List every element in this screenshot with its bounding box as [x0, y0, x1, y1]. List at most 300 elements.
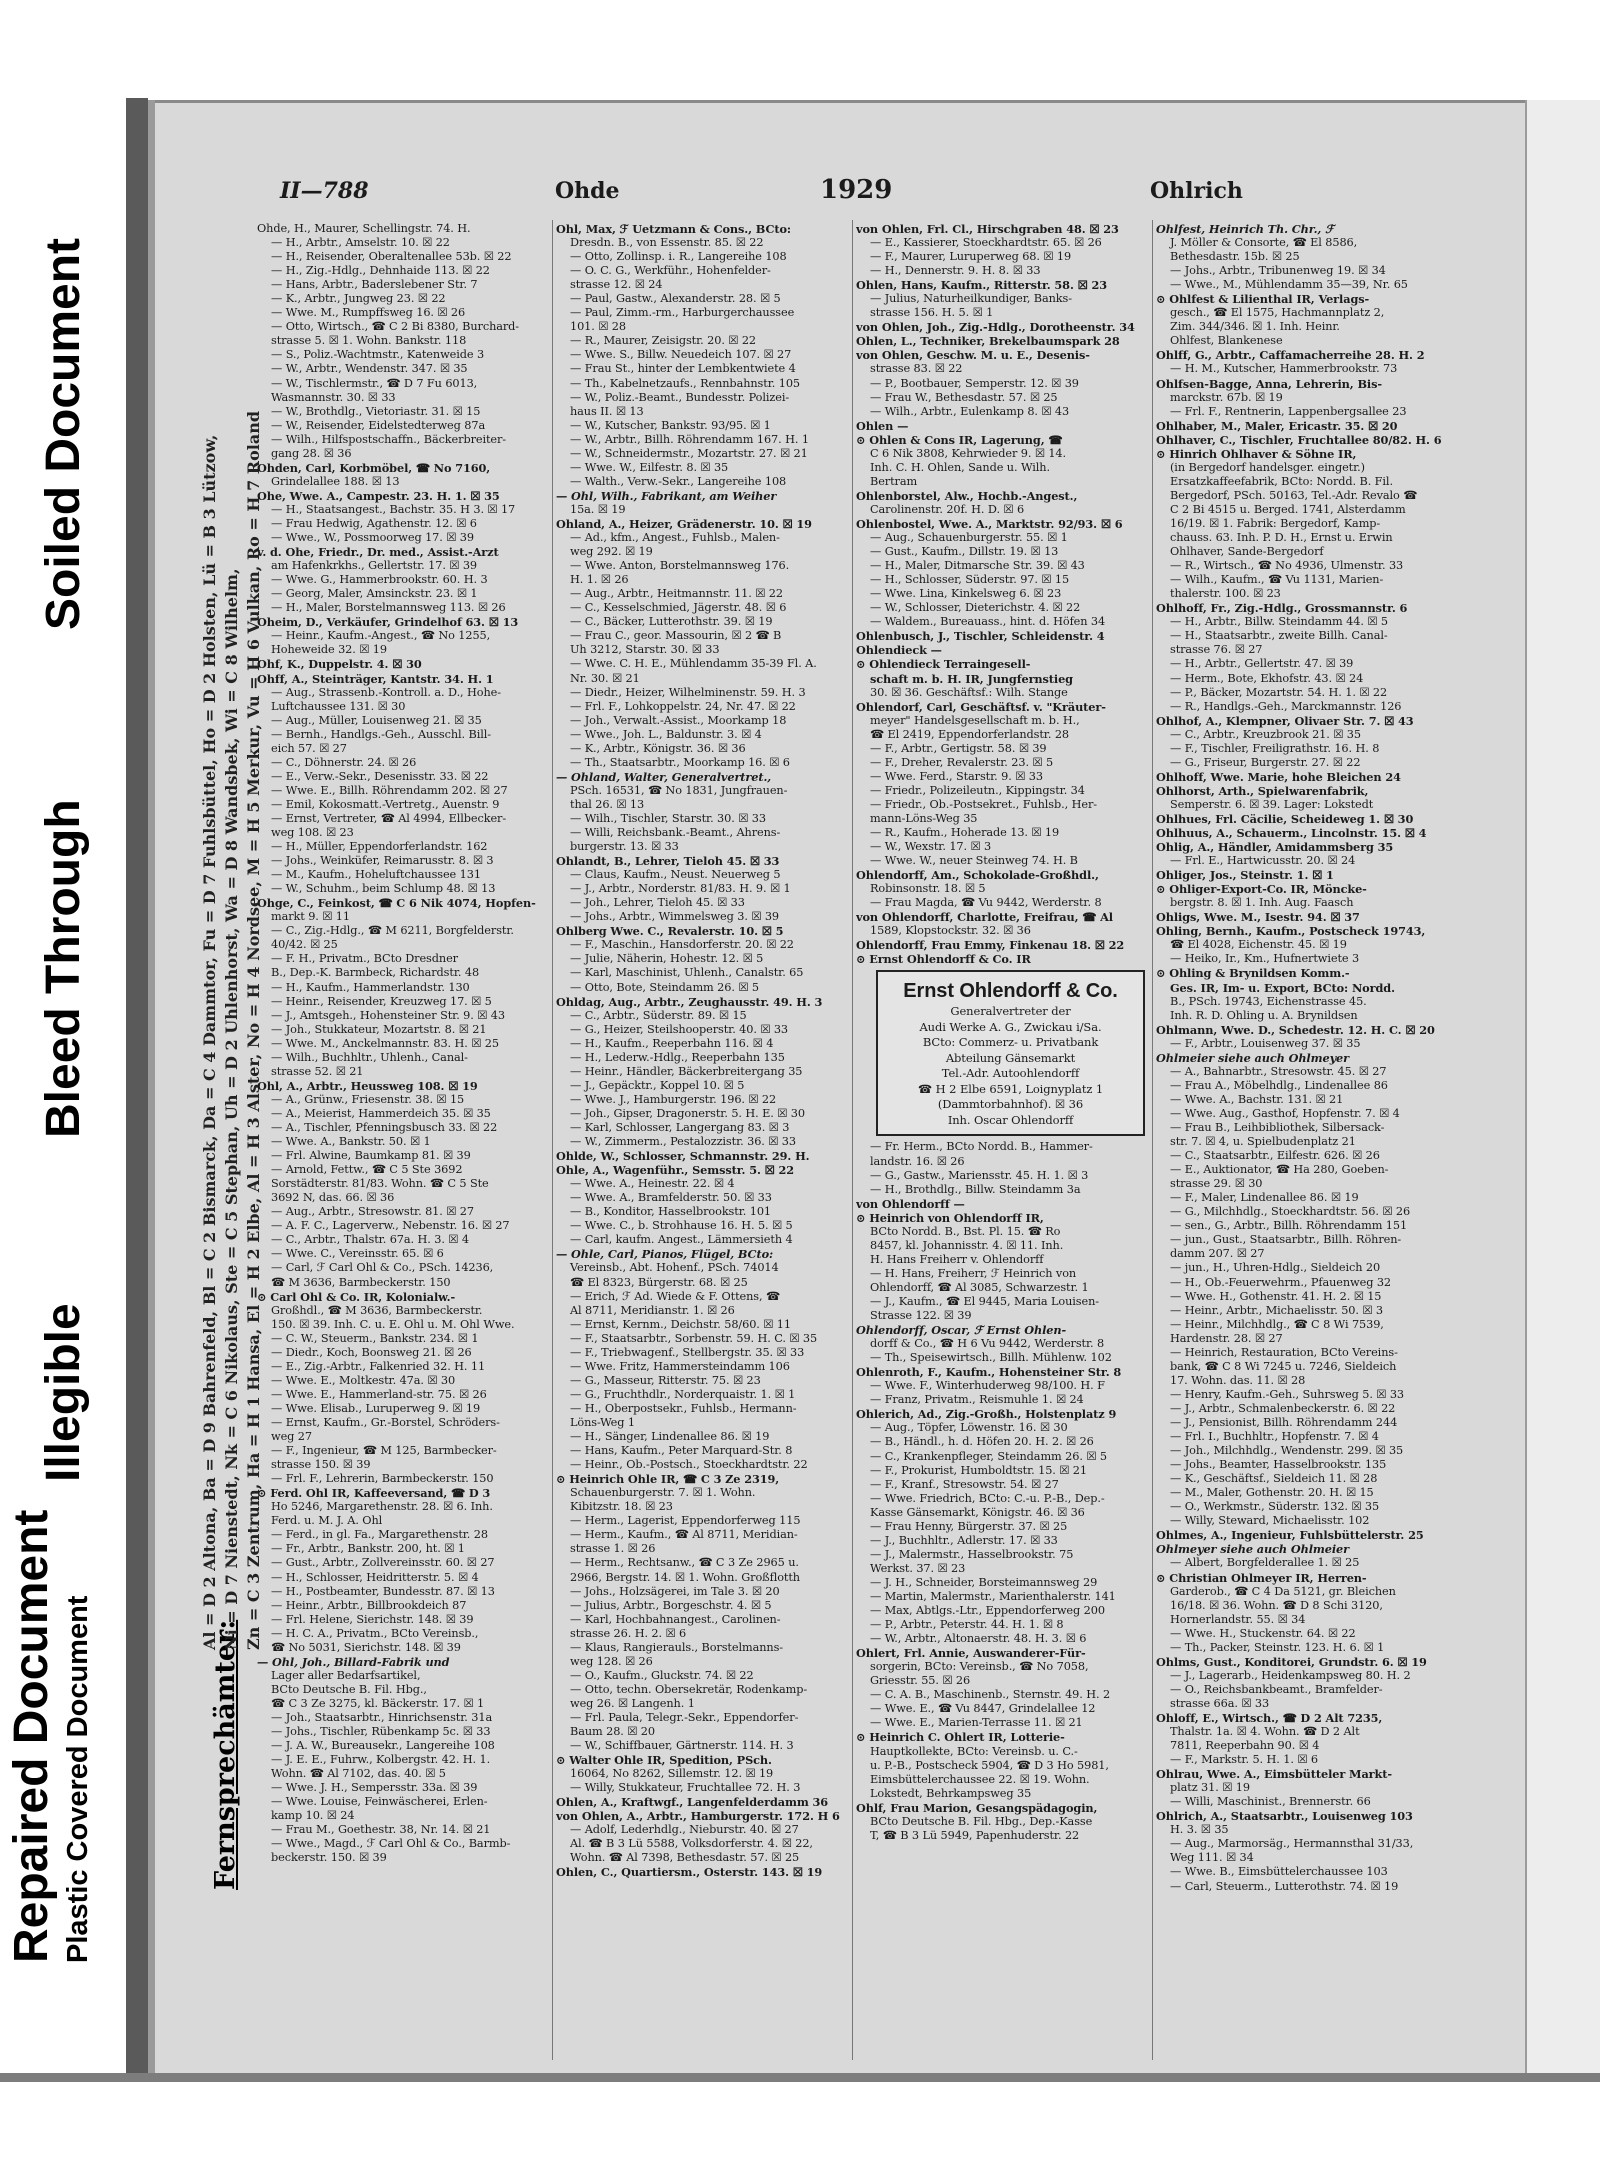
directory-entry-line: — Johs., Arbtr., Tribunenweg 19. ☒ 34 — [1170, 264, 1386, 278]
advertisement-line: Tel.-Adr. Autoohlendorff — [941, 1066, 1080, 1081]
directory-entry-heading: Ohlhues, Frl. Cäcilie, Scheideweg 1. ☒ 30 — [1156, 811, 1414, 826]
directory-entry-line: — Erich, ℱ Ad. Wiede & F. Ottens, ☎ — [570, 1289, 780, 1303]
directory-entry-line: strasse 29. ☒ 30 — [1170, 1177, 1263, 1191]
directory-entry-heading: Ohlmeier siehe auch Ohlmeyer — [1156, 1050, 1349, 1065]
directory-entry-heading: Ohlenborstel, Alw., Hochb.-Angest., — [856, 488, 1078, 503]
directory-entry-line: — Hans, Kaufm., Peter Marquard-Str. 8 — [570, 1444, 793, 1458]
directory-entry-line: 40/42. ☒ 25 — [271, 938, 338, 952]
directory-entry-line: — Wwe. W., Eilfestr. 8. ☒ 35 — [570, 460, 729, 474]
directory-entry-line: am Hafenkrkhs., Gellertstr. 17. ☒ 39 — [271, 559, 477, 573]
directory-entry-line: — Aug., Müller, Louisenweg 21. ☒ 35 — [271, 713, 482, 727]
directory-entry-heading: Ohlrau, Wwe. A., Eimsbütteler Markt- — [1156, 1767, 1392, 1782]
directory-entry-line: — Carl, Steuerm., Lutterothstr. 74. ☒ 19 — [1170, 1879, 1399, 1893]
directory-entry-line: — K., Arbtr., Jungweg 23. ☒ 22 — [271, 292, 446, 306]
directory-entry-line: weg 27 — [271, 1430, 312, 1444]
directory-entry-line: — W., Schlosser, Dieterichstr. 4. ☒ 22 — [870, 601, 1081, 615]
directory-entry-line: — Walth., Verw.-Sekr., Langereihe 108 — [570, 474, 787, 488]
directory-entry-line: — Franz, Privatm., Reismuhle 1. ☒ 24 — [870, 1393, 1084, 1407]
directory-entry-line: burgerstr. 13. ☒ 33 — [570, 840, 679, 854]
directory-entry-line: 2966, Bergstr. 14. ☒ 1. Wohn. Großflotth — [570, 1570, 800, 1584]
directory-entry-line: — P., Bootbauer, Semperstr. 12. ☒ 39 — [870, 376, 1079, 390]
directory-entry-heading: von Ohlendorff — — [856, 1196, 965, 1211]
directory-entry-line: ☎ C 3 Ze 3275, kl. Bäckerstr. 17. ☒ 1 — [271, 1696, 485, 1710]
directory-entry-line: — Ad., kfm., Angest., Fuhlsb., Malen- — [570, 531, 780, 545]
directory-entry-line: — Wwe. J. H., Sempersstr. 33a. ☒ 39 — [271, 1781, 478, 1795]
directory-entry-line: — F., Prokurist, Humboldtstr. 15. ☒ 21 — [870, 1463, 1087, 1477]
scan-bottom-margin — [0, 2082, 1600, 2177]
directory-entry-line: — M., Kaufm., Hoheluftchaussee 131 — [271, 868, 481, 882]
directory-entry-line: — Fr., Arbtr., Bankstr. 200, ht. ☒ 1 — [271, 1542, 465, 1556]
directory-entry-line: — Willy, Stukkateur, Fruchtallee 72. H. 3 — [570, 1781, 801, 1795]
directory-entry-line: — Wwe. E., Marien-Terrasse 11. ☒ 21 — [870, 1716, 1083, 1730]
directory-entry-line: C 2 Bi 4515 u. Berged. 1741, Alsterdamm — [1170, 502, 1406, 516]
directory-entry-line: — Frl. F., Rentnerin, Lappenbergsallee 23 — [1170, 404, 1407, 418]
directory-entry-line: — F., Dreher, Revalerstr. 23. ☒ 5 — [870, 755, 1054, 769]
directory-entry-line: Zim. 344/346. ☒ 1. Inh. Heinr. — [1170, 320, 1340, 334]
directory-entry-line: — W., Schneidermstr., Mozartstr. 27. ☒ 21 — [570, 446, 808, 460]
directory-entry-line: — C., Döhnerstr. 24. ☒ 26 — [271, 755, 417, 769]
directory-entry-line: Eimsbüttelerchaussee 22. ☒ 19. Wohn. — [870, 1772, 1090, 1786]
running-head-right: Ohlrich — [1150, 178, 1243, 204]
directory-entry-line: — H., Schlosser, Heidritterstr. 5. ☒ 4 — [271, 1570, 479, 1584]
page-number: II—788 — [280, 178, 369, 204]
directory-entry-heading: Ohlde, W., Schlosser, Schmannstr. 29. H. — [556, 1149, 810, 1164]
directory-entry-heading: Ohlberg Wwe. C., Revalerstr. 10. ☒ 5 — [556, 924, 784, 939]
directory-entry-line: — P., Arbtr., Peterstr. 44. H. 1. ☒ 8 — [870, 1618, 1064, 1632]
directory-entry-heading: Ohlf, Frau Marion, Gesangspädagogin, — [856, 1800, 1098, 1815]
directory-entry-line: — G., Fruchthdlr., Norderquaistr. 1. ☒ 1 — [570, 1387, 796, 1401]
directory-entry-line: — J., Amtsgeh., Hohensteiner Str. 9. ☒ 43 — [271, 1008, 505, 1022]
directory-entry-heading: Ohlff, G., Arbtr., Caffamacherreihe 28. H. 2 — [1156, 348, 1425, 363]
directory-entry-heading: Ohlenbusch, J., Tischler, Schleidenstr. 4 — [856, 629, 1105, 644]
directory-entry-line: Carolinenstr. 20f. H. D. ☒ 6 — [870, 502, 1025, 516]
directory-entry-line: — Frau St., hinter der Lembkentwiete 4 — [570, 362, 796, 376]
directory-entry-heading: — Ohland, Walter, Generalvertret., — [556, 769, 772, 784]
directory-entry-heading: Ohden, Carl, Korbmöbel, ☎ No 7160, — [257, 460, 491, 475]
directory-entry-line: strasse 150. ☒ 39 — [271, 1458, 371, 1472]
directory-entry-line: beckerstr. 150. ☒ 39 — [271, 1851, 387, 1865]
directory-entry-line: — Frl. I., Buchhltr., Hopfenstr. 7. ☒ 4 — [1170, 1430, 1379, 1444]
directory-entry-line: — Wwe. J., Hamburgerstr. 196. ☒ 22 — [570, 1092, 777, 1106]
directory-entry-line: — Wilh., Kaufm., ☎ Vu 1131, Marien- — [1170, 573, 1384, 587]
directory-entry-line: ☎ El 2419, Eppendorferlandstr. 28 — [870, 727, 1070, 741]
directory-entry-line: — Th., Packer, Steinstr. 123. H. 6. ☒ 1 — [1170, 1640, 1385, 1654]
directory-entry-heading: Ohlms, Gust., Konditorei, Grundstr. 6. ☒ 19 — [1156, 1654, 1427, 1669]
directory-entry-line: — Diedr., Heizer, Wilhelminenstr. 59. H. 3 — [570, 685, 806, 699]
directory-entry-line: — Frau Hedwig, Agathenstr. 12. ☒ 6 — [271, 516, 477, 530]
directory-entry-line: — Frau Henny, Bürgerstr. 37. ☒ 25 — [870, 1519, 1068, 1533]
directory-entry-heading: Ohlen, A., Kraftwgf., Langenfelderdamm 36 — [556, 1795, 829, 1810]
directory-entry-line: Hardenstr. 28. ☒ 27 — [1170, 1331, 1283, 1345]
directory-entry-line: — Th., Staatsarbtr., Moorkamp 16. ☒ 6 — [570, 755, 790, 769]
directory-entry-line: kamp 10. ☒ 24 — [271, 1809, 355, 1823]
label-repaired-document: Repaired Document — [5, 1509, 58, 1963]
directory-entry-line: Ohlendorff, ☎ Al 3085, Schwarzestr. 1 — [870, 1280, 1089, 1294]
directory-entry-line: Wohn. ☎ Al 7102, das. 40. ☒ 5 — [271, 1767, 446, 1781]
directory-entry-heading: Ohlerich, Ad., Zig.-Großh., Holstenplatz 9 — [856, 1407, 1117, 1422]
directory-entry-line: — J., Arbtr., Schmalenbeckerstr. 6. ☒ 22 — [1170, 1401, 1396, 1415]
directory-entry-line: weg 292. ☒ 19 — [570, 545, 653, 559]
directory-entry-line: 101. ☒ 28 — [570, 320, 626, 334]
directory-entry-line: — C., Arbtr., Süderstr. 89. ☒ 15 — [570, 1008, 747, 1022]
directory-entry-line: — Wwe. B., Eimsbüttelerchaussee 103 — [1170, 1865, 1388, 1879]
directory-entry-line: — O., Reichsbankbeamt., Bramfelder- — [1170, 1682, 1383, 1696]
directory-entry-line: — Karl, Schlosser, Langergang 83. ☒ 3 — [570, 1121, 790, 1134]
directory-entry-line: — A. F. C., Lagerverw., Nebenstr. 16. ☒ 27 — [271, 1219, 510, 1233]
directory-entry-line: strasse 76. ☒ 27 — [1170, 643, 1263, 657]
directory-column-3 — [856, 222, 1149, 2062]
directory-entry-line: — W., Zimmerm., Pestalozzistr. 36. ☒ 33 — [570, 1135, 796, 1149]
directory-entry-line: BCto Deutsche B. Fil. Hbg., Dep.-Kasse — [870, 1814, 1093, 1828]
directory-entry-line: — Claus, Kaufm., Neust. Neuerweg 5 — [570, 868, 781, 882]
directory-entry-line: — J., Pensionist, Billh. Röhrendamm 244 — [1170, 1415, 1398, 1429]
directory-entry-line: — Th., Speisewirtsch., Billh. Mühlenw. 102 — [870, 1351, 1112, 1365]
directory-entry-line: — G., Masseur, Ritterstr. 75. ☒ 23 — [570, 1373, 761, 1387]
directory-entry-line: strasse 1. ☒ 26 — [570, 1542, 656, 1556]
directory-entry-line: — Willi, Maschinist., Brennerstr. 66 — [1170, 1795, 1371, 1809]
directory-entry-line: H. 1. ☒ 26 — [570, 573, 629, 587]
directory-entry-heading: Ohle, A., Wagenführ., Semsstr. 5. ☒ 22 — [556, 1163, 795, 1178]
directory-entry-line: Werkst. 37. ☒ 23 — [870, 1561, 966, 1575]
directory-entry-line: ☎ M 3636, Barmbeckerstr. 150 — [271, 1275, 451, 1289]
directory-entry-line: 16/18. ☒ 36. Wohn. ☎ D 8 Schi 3120, — [1170, 1598, 1383, 1612]
directory-entry-line: — F., Maurer, Luruperweg 68. ☒ 19 — [870, 250, 1072, 264]
directory-entry-line: — Wwe. M., Anckelmannstr. 83. H. ☒ 25 — [271, 1036, 499, 1050]
directory-entry-heading: Ohl, Max, ℱ Uetzmann & Cons., BCto: — [556, 222, 791, 236]
directory-entry-line: — H. Hans, Freiherr, ℱ Heinrich von — [870, 1266, 1077, 1280]
directory-entry-line: — Frl. Helene, Sierichstr. 148. ☒ 39 — [271, 1612, 474, 1626]
directory-entry-heading: Ohlhof, A., Klempner, Olivaer Str. 7. ☒ 43 — [1156, 713, 1414, 728]
directory-entry-line: PSch. 16531, ☎ No 1831, Jungfrauen- — [570, 783, 788, 797]
directory-entry-heading: Ohlen — — [856, 418, 909, 433]
next-page-sliver — [1527, 100, 1600, 2073]
directory-entry-line: — W., Kutscher, Bankstr. 93/95. ☒ 1 — [570, 418, 771, 432]
directory-entry-line: strasse 66a. ☒ 33 — [1170, 1696, 1270, 1710]
directory-entry-line: — Th., Kabelnetzaufs., Rennbahnstr. 105 — [570, 376, 800, 390]
directory-entry-heading: Ohling, Bernh., Kaufm., Postscheck 19743, — [1156, 924, 1426, 939]
directory-entry-line: — Gust., Arbtr., Zollvereinsstr. 60. ☒ 27 — [271, 1556, 495, 1570]
directory-entry-line: — H., Ob.-Feuerwehrm., Pfauenweg 32 — [1170, 1275, 1392, 1289]
directory-entry-line: — R., Kaufm., Hoherade 13. ☒ 19 — [870, 826, 1060, 840]
directory-entry-heading: Ohliger, Jos., Steinstr. 1. ☒ 1 — [1156, 868, 1334, 883]
directory-entry-line: damm 207. ☒ 27 — [1170, 1247, 1265, 1261]
label-illegible: Illegible — [37, 1303, 90, 1482]
directory-entry-line: — Georg, Maler, Amsinckstr. 23. ☒ 1 — [271, 587, 478, 601]
advertisement-line: Audi Werke A. G., Zwickau i/Sa. — [919, 1019, 1102, 1034]
directory-entry-line: — H. M., Kutscher, Hammerbrookstr. 73 — [1170, 362, 1398, 376]
directory-entry-line: haus II. ☒ 13 — [570, 404, 644, 418]
directory-entry-line: — E., Zig.-Arbtr., Falkenried 32. H. 11 — [271, 1359, 486, 1373]
directory-entry-line: — Otto, Wirtsch., ☎ C 2 Bi 8380, Burchard- — [271, 320, 520, 334]
directory-entry-line: — C., Bäcker, Lutterothstr. 39. ☒ 19 — [570, 615, 773, 629]
directory-entry-line: 17. Wohn. das. 11. ☒ 28 — [1170, 1373, 1306, 1387]
directory-entry-line: J. Möller & Consorte, ☎ El 8586, — [1170, 236, 1358, 250]
directory-entry-heading: Ohlendorf, Carl, Geschäftsf. v. "Kräuter- — [856, 699, 1106, 714]
directory-entry-line: — Otto, Zollinsp. i. R., Langereihe 108 — [570, 250, 787, 264]
directory-entry-line: BCto Deutsche B. Fil. Hbg., — [271, 1682, 427, 1696]
directory-entry-line: — K., Geschäftsf., Sieldeich 11. ☒ 28 — [1170, 1472, 1378, 1486]
directory-entry-line: — Ernst, Vertreter, ☎ Al 4994, Ellbecker- — [271, 811, 507, 825]
directory-entry-line: — Frau C., geor. Massourin, ☒ 2 ☎ B — [570, 629, 782, 643]
directory-entry-line: 7811, Reeperbahn 90. ☒ 4 — [1170, 1739, 1320, 1753]
directory-entry-line: 15a. ☒ 19 — [570, 502, 626, 516]
directory-entry-line: 3692 N, das. 66. ☒ 36 — [271, 1191, 395, 1205]
directory-entry-heading: ⊙ Carl Ohl & Co. IR, Kolonialw.- — [257, 1289, 456, 1304]
directory-entry-line: — H., Dennerstr. 9. H. 8. ☒ 33 — [870, 264, 1041, 278]
directory-entry-line: — F., Maler, Lindenallee 86. ☒ 19 — [1170, 1191, 1359, 1205]
directory-entry-line: — F., Ingenieur, ☎ M 125, Barmbecker- — [271, 1444, 497, 1458]
column-rule — [552, 220, 553, 2060]
directory-entry-line: — J., Kaufm., ☎ El 9445, Maria Louisen- — [870, 1295, 1099, 1308]
directory-entry-line: Weg 111. ☒ 34 — [1170, 1851, 1254, 1865]
directory-entry-line: — Johs., Arbtr., Wimmelsweg 3. ☒ 39 — [570, 910, 780, 924]
directory-entry-line: Inh. C. H. Ohlen, Sande u. Wilh. — [870, 460, 1050, 474]
directory-entry-line: — H., Reisender, Oberaltenallee 53b. ☒ 22 — [271, 250, 512, 264]
directory-entry-line: — Wwe. Lina, Kinkelsweg 6. ☒ 23 — [870, 587, 1062, 601]
directory-entry-line: — Joh., Lehrer, Tieloh 45. ☒ 33 — [570, 896, 745, 910]
directory-entry-line: — O., Werkmstr., Süderstr. 132. ☒ 35 — [1170, 1500, 1380, 1514]
directory-entry-line: — C., Staatsarbtr., Eilfestr. 626. ☒ 26 — [1170, 1149, 1380, 1163]
directory-entry-heading: ⊙ Ohliger-Export-Co. IR, Mönckе- — [1156, 882, 1367, 897]
directory-entry-line: meyer" Handelsgesellschaft m. b. H., — [870, 713, 1080, 727]
directory-entry-heading: ⊙ Ohlen & Cons IR, Lagerung, ☎ — [856, 432, 1063, 447]
directory-entry-line: Grindelallee 188. ☒ 13 — [271, 474, 400, 488]
directory-entry-line: — Wwe. W., neuer Steinweg 74. H. B — [870, 854, 1078, 868]
directory-entry-line: — H., Brothdlg., Billw. Steindamm 3a — [870, 1182, 1081, 1196]
advertisement-line: Abteilung Gänsemarkt — [945, 1050, 1076, 1065]
directory-entry-line: bank, ☎ C 8 Wi 7245 u. 7246, Sieldeich — [1170, 1359, 1397, 1373]
directory-entry-line: Thalstr. 1a. ☒ 4. Wohn. ☎ D 2 Alt — [1170, 1725, 1360, 1739]
directory-entry-line: — Wwe. E., Billh. Röhrendamm 202. ☒ 27 — [271, 783, 508, 797]
directory-entry-line: — R., Maurer, Zeisigstr. 20. ☒ 22 — [570, 334, 756, 348]
directory-entry-line: — J., Lagerarb., Heidenkampsweg 80. H. 2 — [1170, 1668, 1411, 1682]
directory-entry-line: — Wwe. C., b. Strohhause 16. H. 5. ☒ 5 — [570, 1219, 793, 1233]
directory-entry-line: — Frl. F., Lohkoppelstr. 24, Nr. 47. ☒ 22 — [570, 699, 796, 713]
directory-entry-line: — Gust., Kaufm., Dillstr. 19. ☒ 13 — [870, 545, 1059, 559]
directory-entry-heading: — Ohle, Carl, Pianos, Flügel, BCto: — [556, 1247, 774, 1262]
directory-entry-line: — F. H., Privatm., BCto Dresdner — [271, 952, 458, 966]
directory-entry-line: Kasse Gänsemarkt, Königstr. 46. ☒ 36 — [870, 1505, 1085, 1519]
directory-entry-line: 150. ☒ 39. Inh. C. u. E. Ohl u. M. Ohl Wwe. — [271, 1317, 515, 1331]
directory-entry-line: 30. ☒ 36. Geschäftsf.: Wilh. Stange — [870, 685, 1068, 699]
directory-entry-heading: von Ohlen, Frl. Cl., Hirschgraben 48. ☒ 23 — [856, 222, 1119, 236]
directory-entry-line: Inh. R. D. Ohling u. A. Brynildsen — [1170, 1008, 1358, 1022]
directory-entry-line: — sen., G., Arbtr., Billh. Röhrendamm 151 — [1170, 1219, 1408, 1233]
directory-entry-line: — C. A. B., Maschinenb., Sternstr. 49. H. 2 — [870, 1688, 1111, 1702]
directory-entry-heading: Ohlhaber, M., Maler, Ericastr. 35. ☒ 20 — [1156, 418, 1398, 433]
directory-entry-line: — Johs., Beamter, Hasselbrookstr. 135 — [1170, 1458, 1387, 1472]
directory-entry-line: strasse 52. ☒ 21 — [271, 1064, 364, 1078]
directory-entry-heading: Ohlhaver, C., Tischler, Fruchtallee 80/82. H. 6 — [1156, 432, 1442, 447]
directory-entry-line: — H., Oberpostsekr., Fuhlsb., Hermann- — [570, 1401, 797, 1415]
directory-entry-heading: Ohf, K., Duppelstr. 4. ☒ 30 — [257, 657, 422, 672]
directory-entry-line: — Wwe., W., Possmoorweg 17. ☒ 39 — [271, 531, 474, 545]
directory-entry-line: T, ☎ B 3 Lü 5949, Papenhuderstr. 22 — [870, 1828, 1080, 1842]
directory-entry-line: — Paul, Zimm.-rm., Harburgerchaussee — [570, 306, 795, 320]
directory-entry-line: — G., Heizer, Steilshooperstr. 40. ☒ 33 — [570, 1022, 789, 1036]
directory-column-1 — [257, 222, 549, 2062]
directory-entry-line: — Heinr., Reisender, Kreuzweg 17. ☒ 5 — [271, 994, 492, 1008]
directory-entry-line: thalerstr. 100. ☒ 23 — [1170, 587, 1281, 601]
directory-entry-heading: Ohlert, Frl. Annie, Auswanderer-Für- — [856, 1646, 1086, 1661]
directory-entry-line: Robinsonstr. 18. ☒ 5 — [870, 882, 986, 896]
directory-entry-line: — Wwe. E., Hammerland-str. 75. ☒ 26 — [271, 1387, 487, 1401]
directory-entry-line: weg 108. ☒ 23 — [271, 826, 354, 840]
directory-entry-line: — J., Arbtr., Norderstr. 81/83. H. 9. ☒ 1 — [570, 882, 791, 896]
directory-entry-line: strasse 26. H. 2. ☒ 6 — [570, 1626, 687, 1640]
directory-entry-line: — Herm., Lagerist, Eppendorferweg 115 — [570, 1514, 801, 1528]
directory-entry-heading: Ohlendorff, Frau Emmy, Finkenau 18. ☒ 22 — [856, 938, 1125, 953]
column-rule — [852, 220, 853, 2060]
directory-entry-line: — O. C. G., Werkführ., Hohenfelder- — [570, 264, 771, 278]
directory-entry-line: — W., Wexstr. 17. ☒ 3 — [870, 840, 992, 854]
directory-entry-line: — H., Müller, Eppendorferlandstr. 162 — [271, 840, 488, 854]
directory-entry-line: gang 28. ☒ 36 — [271, 446, 352, 460]
directory-entry-heading: Ohlmann, Wwe. D., Schedestr. 12. H. C. ☒ 20 — [1156, 1022, 1435, 1037]
directory-entry-line: — Wwe., Joh. L., Baldunstr. 3. ☒ 4 — [570, 727, 762, 741]
directory-entry-line: ☎ El 8323, Bürgerstr. 68. ☒ 25 — [570, 1275, 748, 1289]
directory-entry-line: — Frau Magda, ☎ Vu 9442, Werderstr. 8 — [870, 896, 1102, 910]
directory-entry-line: — Klaus, Rangierauls., Borstelmanns- — [570, 1640, 783, 1654]
directory-entry-line: — E., Verw.-Sekr., Desenisstr. 33. ☒ 22 — [271, 769, 489, 783]
directory-entry-heading: von Ohlen, Geschw. M. u. E., Desenis- — [856, 348, 1090, 363]
scan-top-margin — [0, 0, 1600, 48]
directory-entry-line: — Wwe. C. H. E., Mühlendamm 35-39 Fl. A. — [570, 657, 817, 671]
directory-entry-line: — Johs., Weinküfer, Reimarusstr. 8. ☒ 3 — [271, 854, 494, 868]
directory-entry-line: dorff & Co., ☎ H 6 Vu 9442, Werderstr. 8 — [870, 1337, 1105, 1351]
directory-entry-line: 16064, No 8262, Sillemstr. 12. ☒ 19 — [570, 1767, 774, 1781]
directory-entry-line: — H., Schlosser, Süderstr. 97. ☒ 15 — [870, 573, 1070, 587]
directory-entry-line: — Joh., Gipser, Dragonerstr. 5. H. E. ☒ 30 — [570, 1106, 805, 1120]
directory-entry-line: — Wwe. S., Billw. Neuedeich 107. ☒ 27 — [570, 348, 792, 362]
directory-entry-line: Al 8711, Meridianstr. 1. ☒ 26 — [570, 1303, 735, 1317]
directory-entry-line: — O., Kaufm., Gluckstr. 74. ☒ 22 — [570, 1668, 754, 1682]
directory-entry-line: Nr. 30. ☒ 21 — [570, 671, 640, 685]
directory-entry-line: Lager aller Bedarfsartikel, — [271, 1668, 421, 1682]
directory-entry-line: — H., Maler, Ditmarsche Str. 39. ☒ 43 — [870, 559, 1085, 573]
directory-entry-line: — Ernst, Kaufm., Gr.-Borstel, Schröders- — [271, 1415, 500, 1429]
directory-entry-line: — F., Markstr. 5. H. 1. ☒ 6 — [1170, 1753, 1318, 1767]
directory-entry-line: — C., Kesselschmied, Jägerstr. 48. ☒ 6 — [570, 601, 787, 615]
directory-entry-line: Hoheweide 32. ☒ 19 — [271, 643, 387, 657]
directory-entry-line: — Carl, kaufm. Angest., Lämmersieth 4 — [570, 1233, 793, 1247]
directory-entry-heading: Ohland, A., Heizer, Grädenerstr. 10. ☒ 19 — [556, 516, 812, 531]
directory-entry-line: — jun., Gust., Staatsarbtr., Billh. Röhren- — [1170, 1233, 1402, 1247]
directory-entry-line: — J., Gepäcktr., Koppel 10. ☒ 5 — [570, 1078, 745, 1092]
directory-entry-line: — Wwe. C., Vereinsstr. 65. ☒ 6 — [271, 1247, 444, 1261]
directory-entry-line: — Heinr., Ob.-Postsch., Stoeckhardtstr. 22 — [570, 1458, 808, 1472]
directory-entry-line: — Diedr., Koch, Boonsweg 21. ☒ 26 — [271, 1345, 472, 1359]
directory-entry-line: — Wwe. A., Bramfelderstr. 50. ☒ 33 — [570, 1191, 772, 1205]
directory-entry-heading: Ohlen, L., Techniker, Brekelbaumspark 28 — [856, 334, 1120, 349]
directory-entry-line: — E., Kassierer, Stoeckhardtstr. 65. ☒ 26 — [870, 236, 1102, 250]
directory-entry-line: Ersatzkaffeefabrik, BCto: Nordd. B. Fil. — [1170, 474, 1393, 488]
directory-entry-heading: Ohlmes, A., Ingenieur, Fuhlsbüttelerstr. 25 — [1156, 1528, 1424, 1543]
directory-entry-line: — Joh., Stukkateur, Mozartstr. 8. ☒ 21 — [271, 1022, 487, 1036]
directory-entry-line: platz 31. ☒ 19 — [1170, 1781, 1250, 1795]
phone-exchange-heading: Fernsprechämter: — [210, 1619, 241, 1890]
directory-entry-heading: ⊙ Ohling & Brynildsen Komm.- — [1156, 966, 1350, 981]
directory-entry-line: — Aug., Marmorsäg., Hermannsthal 31/33, — [1170, 1837, 1414, 1851]
directory-entry-heading: ⊙ Ohlfest & Lilienthal IR, Verlags- — [1156, 292, 1370, 307]
directory-entry-heading: ⊙ Heinrich C. Ohlert IR, Lotterie- — [856, 1730, 1065, 1745]
directory-entry-line: mann-Löns-Weg 35 — [870, 811, 978, 825]
directory-entry-line: — H., Zig.-Hdlg., Dehnhaide 113. ☒ 22 — [271, 264, 490, 278]
directory-entry-heading: Ges. IR, Im- u. Export, BCto: Nordd. — [1170, 980, 1395, 995]
directory-entry-line: — Wilh., Buchhltr., Uhlenh., Canal- — [271, 1050, 468, 1064]
advertisement-line: ☎ H 2 Elbe 6591, Loignyplatz 1 — [917, 1081, 1104, 1096]
running-head-left: Ohde — [555, 178, 620, 204]
directory-entry-line: — J. H., Schneider, Borsteimannsweg 29 — [870, 1575, 1098, 1589]
directory-entry-line: — Wwe. G., Hammerbrookstr. 60. H. 3 — [271, 573, 488, 587]
directory-entry-line: — B., Konditor, Hasselbrookstr. 101 — [570, 1205, 772, 1219]
directory-entry-line: — A., Bahnarbtr., Stresowstr. 45. ☒ 27 — [1170, 1064, 1387, 1078]
directory-entry-line: gesch., ☎ El 1575, Hachmannplatz 2, — [1170, 306, 1385, 320]
directory-entry-line: — J., Buchhltr., Adlerstr. 17. ☒ 33 — [870, 1533, 1058, 1547]
directory-entry-line: — Frl. E., Hartwicusstr. 20. ☒ 24 — [1170, 854, 1356, 868]
directory-entry-line: — Wwe. Aug., Gasthof, Hopfenstr. 7. ☒ 4 — [1170, 1106, 1400, 1120]
directory-entry-line: — Herm., Bote, Ekhofstr. 43. ☒ 24 — [1170, 671, 1364, 685]
directory-entry-line: ☎ No 5031, Sierichstr. 148. ☒ 39 — [271, 1640, 461, 1654]
directory-entry-line: markt 9. ☒ 11 — [271, 910, 350, 924]
directory-entry-line: Al. ☎ B 3 Lü 5588, Volksdorferstr. 4. ☒ 22, — [570, 1837, 813, 1851]
directory-entry-line: — jun., H., Uhren-Hdlg., Sieldeich 20 — [1170, 1261, 1381, 1275]
directory-entry-line: — W., Arbtr., Wendenstr. 347. ☒ 35 — [271, 362, 468, 376]
directory-entry-line: — Frau W., Bethesdastr. 57. ☒ 25 — [870, 390, 1058, 404]
advertisement-box — [876, 970, 1145, 1136]
directory-entry-heading: von Ohlen, A., Arbtr., Hamburgerstr. 172. H 6 — [556, 1809, 840, 1824]
directory-entry-heading: Ohlendorff, Oscar, ℱ Ernst Ohlen- — [856, 1323, 1067, 1338]
directory-entry-line: — Friedr., Ob.-Postsekret., Fuhlsb., Her- — [870, 797, 1097, 811]
exchange-line-2: Ni = D 7 Nienstedt, Nk = C 6 Nikolaus, Ste = C 5 Stephan, Uh = D 2 Uhlenhorst, Wa = D 8 Wandsbek, Wi = C 8 Wilhelm, — [222, 568, 241, 1650]
directory-entry-line: — Johs., Tischler, Rübenkamp 5c. ☒ 33 — [271, 1725, 491, 1739]
directory-entry-line: ☎ El 4028, Eichenstr. 45. ☒ 19 — [1170, 938, 1347, 952]
directory-entry-line: — Friedr., Polizeileutn., Kippingstr. 34 — [870, 783, 1085, 797]
directory-entry-heading: ⊙ Ohlendieck Terraingesell- — [856, 657, 1031, 672]
directory-entry-line: Bertram — [870, 474, 918, 488]
directory-entry-heading: ⊙ Ernst Ohlendorff & Co. IR — [856, 952, 1031, 967]
directory-entry-line: — F., Maschin., Hansdorferstr. 20. ☒ 22 — [570, 938, 794, 952]
directory-entry-line: — Wwe. E., ☎ Vu 8447, Grindelallee 12 — [870, 1702, 1096, 1716]
directory-entry-heading: Ohe, Wwe. A., Campestr. 23. H. 1. ☒ 35 — [257, 488, 500, 503]
directory-entry-line: — A., Meierist, Hammerdeich 35. ☒ 35 — [271, 1106, 491, 1120]
directory-entry-line: — Aug., Schauenburgerstr. 55. ☒ 1 — [870, 531, 1068, 545]
directory-entry-line: — Heinrich, Restauration, BCto Vereins- — [1170, 1345, 1398, 1359]
directory-entry-line: Bergedorf, PSch. 50163, Tel.-Adr. Revalo ☎ — [1170, 488, 1418, 502]
directory-entry-heading: Ohlendorff, Am., Schokolade-Großhdl., — [856, 868, 1099, 883]
directory-entry-line: Lokstedt, Behrkampsweg 35 — [870, 1786, 1032, 1800]
directory-entry-line: Schauenburgerstr. 7. ☒ 1. Wohn. — [570, 1486, 756, 1500]
directory-entry-line: — Willi, Reichsbank.-Beamt., Ahrens- — [570, 826, 781, 840]
directory-entry-heading: Ohlhoff, Wwe. Marie, hohe Bleichen 24 — [1156, 769, 1401, 784]
directory-entry-line: — W., Schiffbauer, Gärtnerstr. 114. H. 3 — [570, 1739, 794, 1753]
directory-entry-line: — Wwe. Fritz, Hammersteindamm 106 — [570, 1359, 790, 1373]
directory-entry-line: — H. C. A., Privatm., BCto Vereinsb., — [271, 1626, 479, 1640]
directory-entry-line: — Henry, Kaufm.-Geh., Suhrsweg 5. ☒ 33 — [1170, 1387, 1405, 1401]
directory-entry-heading: von Ohlen, Joh., Zig.-Hdlg., Dorotheenstr. 34 — [856, 320, 1135, 335]
directory-entry-line: str. 7. ☒ 4, u. Spielbudenplatz 21 — [1170, 1135, 1356, 1149]
directory-entry-line: — F., Arbtr., Gertigstr. 58. ☒ 39 — [870, 741, 1047, 755]
directory-entry-line: eich 57. ☒ 27 — [271, 741, 347, 755]
directory-entry-heading: Ohl, A., Arbtr., Heussweg 108. ☒ 19 — [257, 1078, 478, 1093]
directory-entry-heading: schaft m. b. H. IR, Jungfernstieg — [870, 671, 1073, 686]
directory-entry-heading: Ohlen, C., Quartiersm., Osterstr. 143. ☒ 19 — [556, 1865, 823, 1880]
directory-entry-line: Ho 5246, Margarethenstr. 28. ☒ 6. Inh. — [271, 1500, 493, 1514]
directory-entry-line: — H., Staatsarbtr., zweite Billh. Canal- — [1170, 629, 1388, 643]
directory-year: 1929 — [820, 175, 893, 205]
directory-entry-line: — J. E. E., Fuhrw., Kolbergstr. 42. H. 1. — [271, 1753, 491, 1767]
directory-entry-line: 8457, kl. Johannisstr. 4. ☒ 11. Inh. — [870, 1238, 1064, 1252]
